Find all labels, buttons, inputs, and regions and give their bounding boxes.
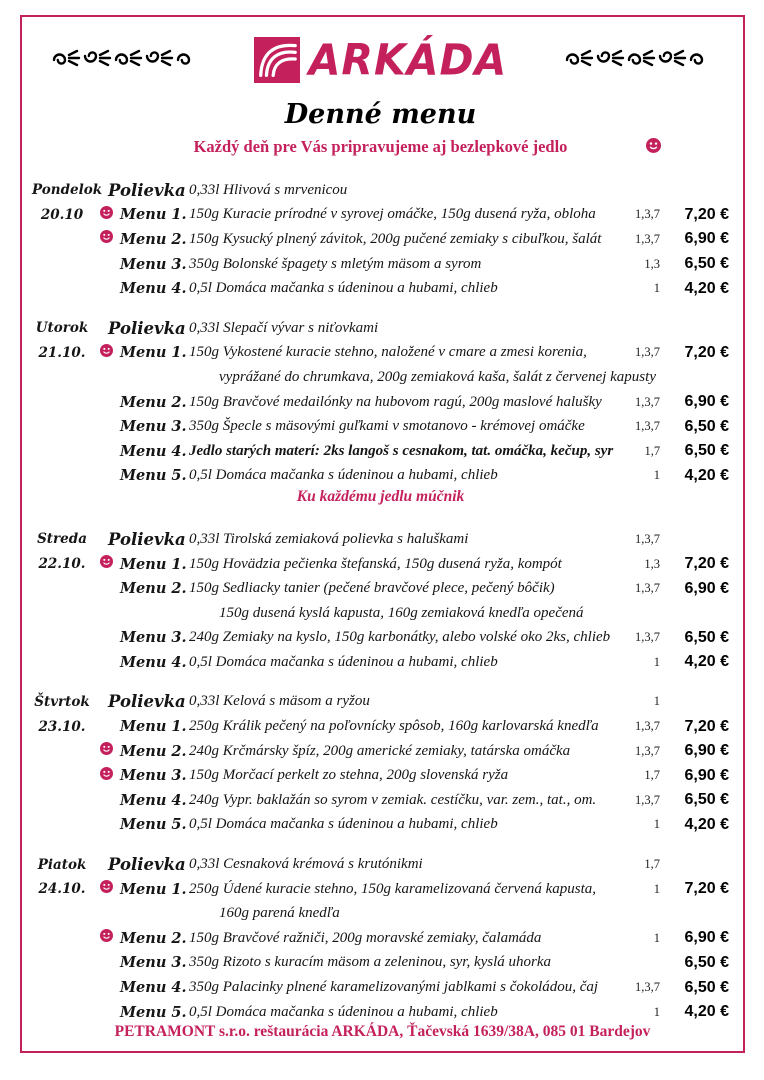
- menu-row: [32, 341, 729, 366]
- smiley-cell: [97, 280, 115, 298]
- menu-item-description: 250g Údené kuracie stehno, 150g karamelizovaná červená kapusta,: [189, 880, 596, 897]
- day-cell: Piatok: [37, 856, 87, 873]
- menu-item-description: 150g Bravčové ražniči, 200g moravské zemiaky, čalamáda: [189, 929, 542, 946]
- price: 7,20 €: [684, 555, 729, 573]
- menu-item-description: 350g Rizoto s kuracím mäsom a zeleninou, syr, kyslá uhorka: [189, 954, 552, 971]
- smiley-cell: [97, 629, 115, 647]
- smiley-icon: [100, 555, 113, 568]
- menu-row: [32, 252, 729, 277]
- menu-row: [32, 276, 729, 301]
- menu-row: [32, 877, 729, 902]
- note-row: [32, 488, 729, 512]
- menu-item-label: Menu 3.: [120, 255, 187, 273]
- allergen-numbers: 1,3: [644, 256, 660, 271]
- menu-item-label: Polievka: [108, 529, 186, 549]
- menu-sections: [32, 178, 729, 1024]
- subtitle-row: [32, 137, 729, 157]
- menu-item-label: Menu 1.: [120, 206, 187, 224]
- menu-item-label: Menu 2.: [120, 742, 187, 760]
- smiley-icon: [100, 206, 113, 219]
- smiley-cell: [97, 555, 115, 573]
- price: 7,20 €: [684, 343, 729, 361]
- menu-item-label: Polievka: [108, 855, 186, 875]
- menu-item-label: Menu 5.: [120, 467, 187, 485]
- smiley-cell: [97, 816, 115, 834]
- menu-item-description: 150g Bravčové medailónky na hubovom ragú, 200g maslové halušky: [189, 393, 602, 410]
- smiley-cell: [97, 742, 115, 760]
- menu-item-label: Menu 1.: [120, 880, 187, 898]
- smiley-cell: [97, 791, 115, 809]
- smiley-icon: [646, 138, 661, 153]
- price: 7,20 €: [684, 205, 729, 223]
- menu-item-label: Menu 1.: [120, 718, 187, 736]
- smiley-cell: [97, 767, 115, 785]
- menu-item-label: Menu 4.: [120, 979, 187, 997]
- smiley-cell: [97, 230, 115, 248]
- price: 7,20 €: [684, 880, 729, 898]
- allergen-numbers: 1,3,7: [635, 394, 660, 409]
- allergen-numbers: 1: [653, 281, 660, 296]
- menu-item-label: Menu 3.: [120, 767, 187, 785]
- allergen-numbers: 1,3,7: [635, 980, 660, 995]
- menu-row-continuation: [32, 601, 729, 626]
- price: 6,50 €: [684, 953, 729, 971]
- smiley-cell: [97, 393, 115, 411]
- menu-row: [32, 203, 729, 228]
- price: 6,90 €: [684, 230, 729, 248]
- smiley-cell: [97, 206, 115, 224]
- menu-item-description: 0,5l Domáca mačanka s údeninou a hubami, chlieb: [189, 653, 498, 670]
- smiley-cell: [97, 1003, 115, 1021]
- dessert-note: Ku každému jedlu múčnik: [296, 488, 465, 506]
- price: 4,20 €: [684, 653, 729, 671]
- allergen-numbers: 1: [653, 1004, 660, 1019]
- price: 6,50 €: [684, 442, 730, 460]
- smiley-icon: [100, 230, 113, 243]
- price: 6,90 €: [684, 579, 729, 597]
- day-section: [32, 316, 729, 512]
- menu-row: [32, 714, 729, 739]
- menu-item-description: 150g Morčací perkelt zo stehna, 200g slovenská ryža: [189, 767, 509, 784]
- menu-row: [32, 1000, 729, 1025]
- logo-wordmark: ARKÁDA: [308, 34, 508, 85]
- menu-item-label: Polievka: [108, 692, 186, 712]
- price: 6,90 €: [684, 742, 729, 760]
- price: 4,20 €: [684, 1003, 729, 1021]
- menu-page: [20, 15, 745, 1053]
- menu-row: [32, 439, 729, 464]
- menu-item-label: Menu 3.: [120, 954, 187, 972]
- allergen-numbers: 1,3,7: [635, 207, 660, 222]
- arkada-arch-icon: [254, 37, 300, 83]
- menu-item-description: 0,5l Domáca mačanka s údeninou a hubami, chlieb: [189, 467, 498, 484]
- menu-item-description: 150g Vykostené kuracie stehno, naložené v cmare a zmesi korenia,: [189, 344, 587, 361]
- price: 4,20 €: [684, 279, 729, 297]
- menu-row: [32, 852, 729, 877]
- menu-row: [32, 626, 729, 651]
- smiley-icon: [100, 344, 113, 357]
- smiley-cell: [97, 929, 115, 947]
- allergen-numbers: 1,3,7: [635, 719, 660, 734]
- allergen-numbers: 1,3,7: [635, 743, 660, 758]
- menu-item-description: 0,33l Tirolská zemiaková polievka s haluškami: [189, 530, 469, 547]
- menu-item-description: 150g Sedliacky tanier (pečené bravčové plece, pečený bôčik): [189, 580, 555, 597]
- price: 4,20 €: [684, 466, 729, 484]
- menu-row-continuation: [32, 365, 729, 390]
- allergen-numbers: 1,3,7: [635, 581, 660, 596]
- allergen-numbers: 1: [653, 881, 660, 896]
- gluten-free-note: Každý deň pre Vás pripravujeme aj bezlepkové jedlo: [193, 137, 568, 156]
- day-cell: 22.10.: [38, 556, 86, 573]
- day-section: [32, 852, 729, 1024]
- allergen-numbers: 1: [653, 694, 660, 709]
- smiley-cell: [97, 979, 115, 997]
- menu-item-description: 240g Krčmársky špíz, 200g americké zemiaky, tatárska omáčka: [189, 742, 571, 759]
- allergen-numbers: 1,3,7: [635, 345, 660, 360]
- allergen-numbers: 1,3,7: [635, 419, 660, 434]
- header: [32, 29, 729, 83]
- menu-item-label: Menu 1.: [120, 555, 187, 573]
- menu-item-description: 240g Zemiaky na kyslo, 150g karbonátky, alebo volské oko 2ks, chlieb: [189, 629, 611, 646]
- menu-row: [32, 464, 729, 489]
- menu-row: [32, 227, 729, 252]
- menu-row: [32, 739, 729, 764]
- menu-item-label: Menu 2.: [120, 929, 187, 947]
- allergen-numbers: 1,3,7: [635, 231, 660, 246]
- menu-row: [32, 552, 729, 577]
- price: 6,50 €: [684, 978, 729, 996]
- allergen-numbers: 1,7: [644, 857, 660, 872]
- allergen-numbers: 1: [653, 468, 660, 483]
- allergen-numbers: 1,3,7: [635, 792, 660, 807]
- arkada-logo: [254, 34, 508, 85]
- menu-row: [32, 178, 729, 203]
- day-cell: Štvrtok: [34, 693, 90, 710]
- day-section: [32, 527, 729, 675]
- menu-row: [32, 951, 729, 976]
- price: 6,50 €: [684, 791, 729, 809]
- menu-item-label: Menu 3.: [120, 629, 187, 647]
- menu-item-label: Menu 4.: [120, 280, 187, 298]
- menu-row: [32, 926, 729, 951]
- menu-row: [32, 813, 729, 838]
- price: 7,20 €: [684, 717, 729, 735]
- menu-item-label: Polievka: [108, 180, 186, 200]
- price: 6,90 €: [684, 393, 729, 411]
- menu-item-label: Menu 1.: [120, 344, 187, 362]
- menu-item-description: Jedlo starých materí: 2ks langoš s cesnakom, tat. omáčka, kečup, syr: [189, 442, 614, 459]
- smiley-cell: [97, 344, 115, 362]
- menu-item-description: 150g Kysucký plnený závitok, 200g pučené zemiaky s cibuľkou, šalát: [189, 230, 602, 247]
- menu-item-description: 350g Palacinky plnené karamelizovanými jablkami s čokoládou, čaj: [189, 979, 599, 996]
- menu-row: [32, 316, 729, 341]
- menu-item-description: 0,33l Hlivová s mrvenicou: [189, 181, 348, 198]
- allergen-numbers: 1,3,7: [635, 531, 660, 546]
- allergen-numbers: 1: [653, 654, 660, 669]
- smiley-cell: [97, 880, 115, 898]
- menu-item-description: 0,5l Domáca mačanka s údeninou a hubami, chlieb: [189, 280, 498, 297]
- menu-row: [32, 414, 729, 439]
- menu-item-description-cont: 150g dusená kyslá kapusta, 160g zemiaková knedľa opečená: [219, 604, 584, 621]
- day-section: [32, 690, 729, 838]
- menu-item-label: Menu 4.: [120, 653, 187, 671]
- menu-item-label: Menu 5.: [120, 816, 187, 834]
- allergen-numbers: 1,3: [644, 556, 660, 571]
- allergen-numbers: 1: [653, 817, 660, 832]
- allergen-numbers: 1,3,7: [635, 630, 660, 645]
- smiley-cell: [97, 954, 115, 972]
- smiley-cell: [97, 255, 115, 273]
- menu-item-label: Menu 3.: [120, 418, 187, 436]
- menu-item-description: 350g Bolonské špagety s mletým mäsom a syrom: [189, 255, 482, 272]
- footer-address: PETRAMONT s.r.o. reštaurácia ARKÁDA, Ťačevská 1639/38A, 085 01 Bardejov: [114, 1023, 651, 1040]
- menu-row: [32, 788, 729, 813]
- day-cell: 24.10.: [38, 881, 86, 898]
- menu-item-label: Menu 2.: [120, 230, 187, 248]
- menu-item-label: Menu 2.: [120, 393, 187, 411]
- day-cell: Pondelok: [32, 182, 103, 199]
- menu-item-description: 150g Hovädzia pečienka štefanská, 150g dusená ryža, kompót: [189, 555, 562, 572]
- day-cell: 23.10.: [38, 718, 86, 735]
- price: 4,20 €: [684, 815, 729, 833]
- menu-item-description-cont: 160g parená knedľa: [219, 905, 340, 922]
- smiley-icon: [100, 742, 113, 755]
- menu-row: [32, 390, 729, 415]
- day-cell: Streda: [37, 531, 87, 548]
- menu-item-label: Menu 5.: [120, 1003, 187, 1021]
- day-cell: 21.10.: [38, 344, 86, 361]
- menu-item-label: Menu 4.: [120, 442, 187, 460]
- menu-row: [32, 975, 729, 1000]
- menu-item-description: 240g Vypr. baklažán so syrom v zemiak. cestíčku, var. zem., tat., om.: [189, 791, 597, 808]
- smiley-icon: [100, 767, 113, 780]
- menu-item-description-cont: vyprážané do chrumkava, 200g zemiaková kaša, šalát z červenej kapusty: [219, 368, 656, 385]
- price: 6,50 €: [684, 628, 729, 646]
- menu-item-description: 0,33l Cesnaková krémová s krutónikmi: [189, 856, 423, 873]
- menu-item-label: Menu 2.: [120, 580, 187, 598]
- page-title: Denné menu: [284, 99, 477, 130]
- smiley-icon: [100, 929, 113, 942]
- ornament-flourish-right-icon: [561, 44, 713, 77]
- menu-item-description: 0,5l Domáca mačanka s údeninou a hubami, chlieb: [189, 816, 498, 833]
- menu-item-description: 250g Králik pečený na poľovnícky spôsob, 160g karlovarská knedľa: [189, 718, 599, 735]
- smiley-cell: [97, 580, 115, 598]
- allergen-numbers: 1,7: [644, 443, 661, 458]
- smiley-cell: [97, 653, 115, 671]
- menu-row: [32, 690, 729, 715]
- menu-row: [32, 527, 729, 552]
- smiley-icon: [100, 880, 113, 893]
- day-cell: Utorok: [35, 320, 89, 337]
- smiley-cell: [97, 467, 115, 485]
- menu-row: [32, 576, 729, 601]
- price: 6,50 €: [684, 255, 729, 273]
- menu-row-continuation: [32, 901, 729, 926]
- price: 6,50 €: [684, 417, 729, 435]
- price: 6,90 €: [684, 766, 729, 784]
- menu-item-description: 0,33l Slepačí vývar s niťovkami: [189, 319, 379, 336]
- day-cell: 20.10: [40, 206, 84, 223]
- menu-item-label: Polievka: [108, 318, 186, 338]
- price: 6,90 €: [684, 929, 729, 947]
- menu-item-description: 0,5l Domáca mačanka s údeninou a hubami, chlieb: [189, 1003, 498, 1020]
- allergen-numbers: 1,7: [644, 768, 660, 783]
- day-section: [32, 178, 729, 301]
- menu-item-description: 0,33l Kelová s mäsom a ryžou: [189, 693, 370, 710]
- smiley-cell: [97, 718, 115, 736]
- smiley-cell: [97, 418, 115, 436]
- ornament-flourish-left-icon: [48, 44, 200, 77]
- menu-item-description: 150g Kuracie prírodné v syrovej omáčke, 150g dusená ryža, obloha: [189, 206, 596, 223]
- menu-item-label: Menu 4.: [120, 791, 187, 809]
- menu-item-description: 350g Špecle s mäsovými guľkami v smotanovo - krémovej omáčke: [189, 418, 585, 435]
- allergen-numbers: 1: [653, 930, 660, 945]
- menu-row: [32, 763, 729, 788]
- smiley-cell: [97, 442, 115, 460]
- menu-row: [32, 650, 729, 675]
